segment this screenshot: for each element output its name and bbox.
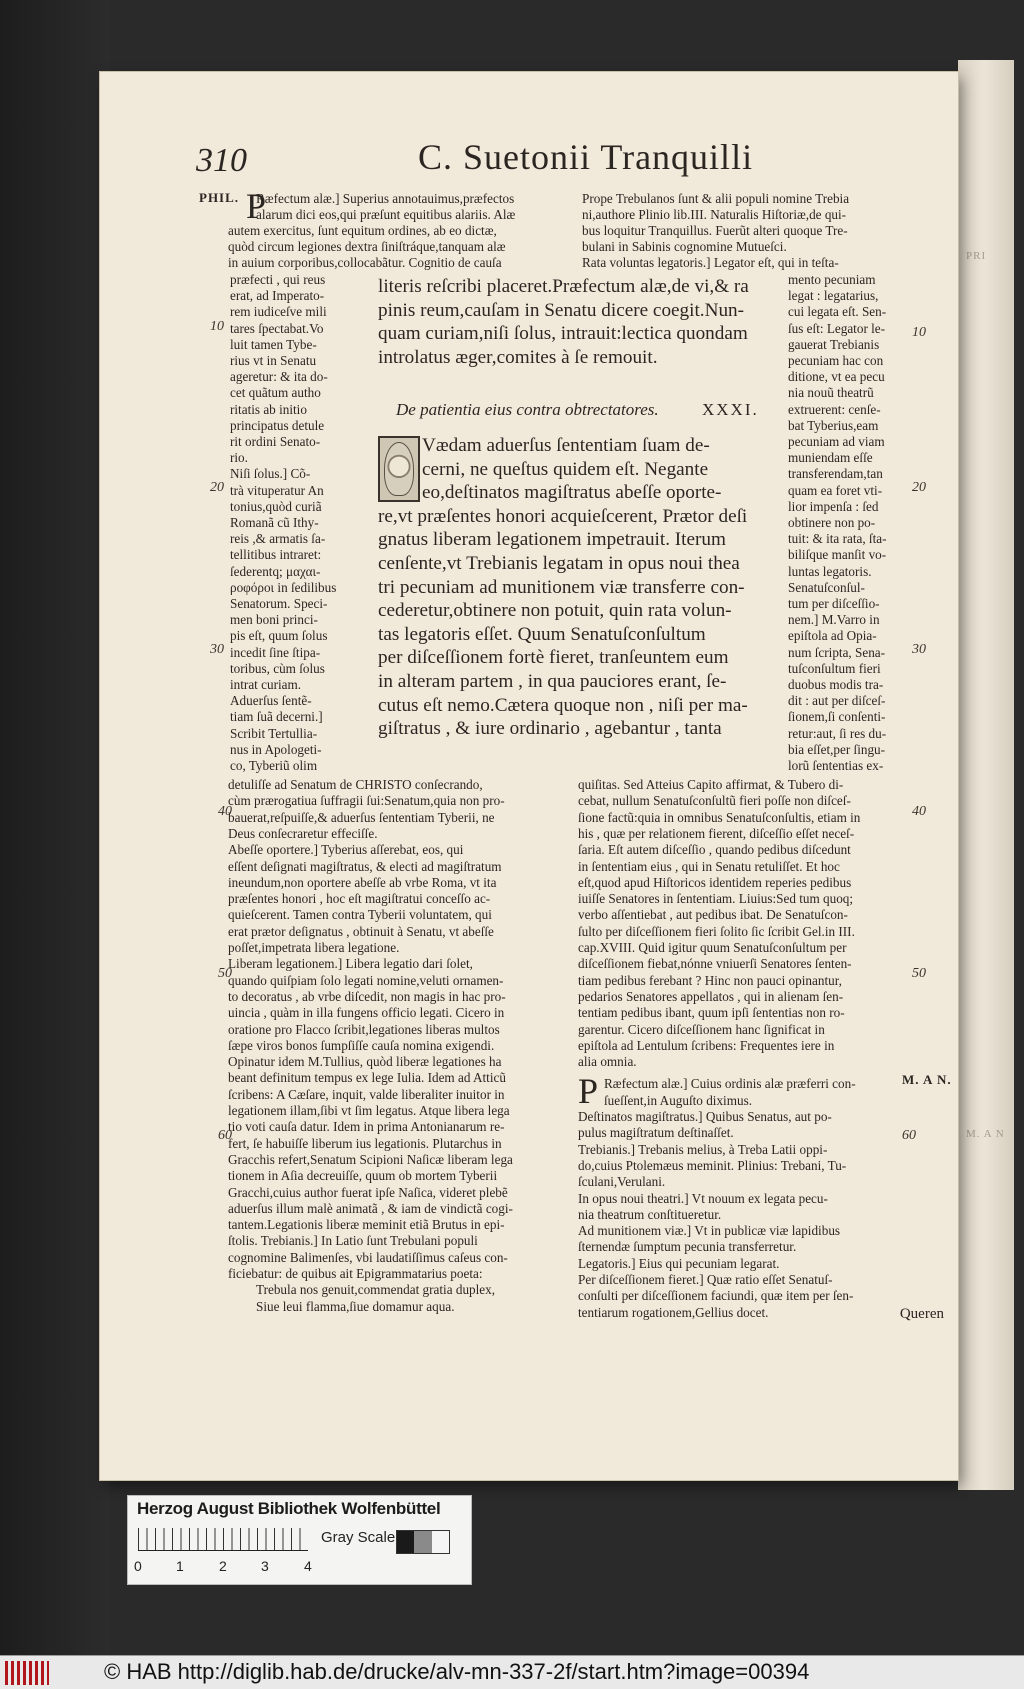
swatch-gray xyxy=(414,1531,431,1553)
text-line: Vædam aduerſus ſententiam ſuam de- xyxy=(422,435,710,456)
text-line: biliſque manſit vo- xyxy=(788,547,887,563)
text-line: cerni, ne queſtus quidem eſt. Negante xyxy=(422,458,709,480)
text-line: præſentes honori , hoc eſt magiſtratui conceſſo ac- xyxy=(228,891,491,907)
text-line: conſulti per diſceſſionem faciundi, quæ item per ſen- xyxy=(578,1288,854,1304)
text-line: Trebianis.] Trebanis melius, à Treba Latii oppi- xyxy=(578,1141,828,1157)
text-line: cederetur,obtinere non potuit, quin rata volun- xyxy=(378,600,732,622)
text-line: eſſent deſignati magiſtratus, & electi ad magiſtratum xyxy=(228,858,502,874)
line-number: 20 xyxy=(210,480,224,495)
line-number: 30 xyxy=(912,642,926,657)
scale-label: 0 xyxy=(134,1558,142,1574)
text-line: rio. xyxy=(230,450,248,466)
text-line: iuiſſe Senatores in ſententiam. Liuius:Sed tum quoq; xyxy=(578,891,854,907)
text-line: incedit ſine ſtipa- xyxy=(230,644,321,660)
text-line: epiſtola ad Opia- xyxy=(788,628,877,644)
swatch-white xyxy=(432,1531,449,1553)
text-line: in ſententiam eius , qui in Senatu retuliſſet. Et hoc xyxy=(578,858,840,874)
text-line: Gracchi,cuius author fuerat ipſe Naſica, videret plebẽ xyxy=(228,1184,508,1200)
hab-logo-icon xyxy=(5,1661,49,1685)
text-line: eſt,quod apud Hiſtoricos identidem reperies pedibus xyxy=(578,874,852,890)
text-line: cet quãtum autho xyxy=(230,385,321,401)
text-line: nem.] M.Varro in xyxy=(788,612,880,628)
text-line: luntas legatoris. xyxy=(788,563,872,579)
text-line: Senatuſconſul- xyxy=(788,579,865,595)
text-line: muniendam eſſe xyxy=(788,450,873,466)
text-line: ſæpe viros bonos ſumpſiſſe cauſa nomina exigendi. xyxy=(228,1037,495,1053)
text-line: fert, ſe habuiſſe liberum ius legationis. Plutarchus in xyxy=(228,1135,502,1151)
text-line: bat Tyberius,eam xyxy=(788,417,879,433)
text-line: legationem illam,ſibi vt ſim legatus. Atque libera lega xyxy=(228,1103,510,1118)
text-line: Legatoris.] Eius qui pecuniam legarat. xyxy=(578,1255,780,1271)
text-line: quando quiſpiam ſolo legati nomine,veluti ornamen- xyxy=(228,972,504,988)
text-line: pulus magiſtratum deſtinaſſet. xyxy=(578,1125,734,1141)
text-line: Rata voluntas legatoris.] Legator eſt, qui in teſta- xyxy=(582,255,839,270)
text-line: quieſcerent. Tamen contra Tyberii voluntatem, qui xyxy=(228,907,492,923)
gray-scale-label: Gray Scale xyxy=(321,1529,396,1546)
line-number: 30 xyxy=(210,642,224,657)
text-line: to decoratus , ab vrbe diſcedit, non magis in hac pro- xyxy=(228,988,506,1004)
text-line: præfecti , qui reus xyxy=(230,272,326,287)
drop-letter-p: P xyxy=(578,1071,599,1111)
text-line: toribus, cùm ſolus xyxy=(230,660,325,676)
text-line: ſculani,Verulani. xyxy=(578,1174,666,1190)
text-line: Scribit Tertullia- xyxy=(230,725,318,741)
text-line: quiſitas. Sed Atteius Capito affirmat, & Tubero di- xyxy=(578,777,844,792)
text-line: cui legata eſt. Sen- xyxy=(788,304,887,320)
text-line: his , quæ per relationem fierent, diſceſſio eſſet neceſ- xyxy=(578,825,855,841)
text-line: mento pecuniam xyxy=(788,272,876,287)
text-line: Romanã cũ Ithy- xyxy=(230,515,319,530)
text-line: ſternendæ ſumptum pecunia transferretur. xyxy=(578,1239,797,1255)
text-line: Gracchis refert,Senatum Scipioni Naſicæ liberam lega xyxy=(228,1151,513,1167)
text-line: rius vt in Senatu xyxy=(230,353,317,368)
text-line: quòd circum legiones dextra ſiniſtráque,tanquam alæ xyxy=(228,239,506,254)
line-number: 20 xyxy=(912,480,926,495)
text-line: num ſcripta, Sena- xyxy=(788,644,886,660)
scanner-background-right xyxy=(1014,0,1024,1655)
text-line: erat, ad Imperato- xyxy=(230,288,325,304)
text-line: Ræfectum alæ.] Cuius ordinis alæ præferri con- xyxy=(604,1076,856,1092)
text-line: gnatus liberam legationem impetrauit. Iterum xyxy=(378,529,726,551)
text-line: aduerſus illum malè animatã , & iam de vindictã cogi- xyxy=(228,1200,513,1216)
text-line: tentiam pedibus ibant, quum ipſi ſententias non ro- xyxy=(578,1005,845,1021)
margin-tag-man: M. A N. xyxy=(902,1072,952,1087)
text-line: do,cuius Ptolemæus meminit. Plinius: Trebani, Tu- xyxy=(578,1157,847,1173)
margin-tag-phil: PHIL. xyxy=(199,190,240,205)
text-line: ſueſſent,in Auguſto diximus. xyxy=(604,1092,752,1108)
text-line: ſtolis. Trebianis.] In Latio ſunt Trebulani populi xyxy=(228,1233,478,1249)
text-line: pis eſt, quum ſolus xyxy=(230,628,328,644)
scanner-background xyxy=(0,0,110,1655)
text-line: tuſconſultum fieri xyxy=(788,660,881,676)
catchword: Queren xyxy=(899,1305,944,1322)
text-line: quam ea foret vti- xyxy=(788,482,883,498)
text-line: intrat curiam. xyxy=(230,677,302,692)
text-line: introlatus æger,comites à ſe remouit. xyxy=(378,346,658,368)
text-line: gauerat Trebianis xyxy=(788,336,880,352)
text-line: retur:aut, ſi res du- xyxy=(788,725,887,741)
text-line: dit : aut per diſceſ- xyxy=(788,693,886,709)
line-number: 60 xyxy=(218,1128,232,1143)
text-line: tonius,quòd curiã xyxy=(230,498,322,514)
text-line: Ræfectum alæ.] Superius annotauimus,præfectos xyxy=(256,191,515,206)
text-line: tum per diſceſſio- xyxy=(788,596,880,611)
text-line: bus loquitur Tranquillus. Fuerũt alteri quoque Tre- xyxy=(582,223,848,238)
text-line: tio voti cauſa datur. Idem in prima Antonianarum re- xyxy=(228,1119,505,1135)
text-line: pecuniam hac con xyxy=(788,353,884,368)
text-line: garentur. Cicero diſceſſionem hanc ſignificat in xyxy=(578,1021,825,1037)
text-line: lior impenſa : ſed xyxy=(788,498,879,514)
text-line: ροφόροι in ſedilibus xyxy=(230,579,337,595)
text-line: ni,authore Plinio lib.III. Naturalis Hiſtoriæ,de qui- xyxy=(582,207,847,222)
text-line: ſaria. Eſt autem diſceſſio , quando pedibus diſcedunt xyxy=(578,842,851,858)
text-line: bauerat,reſpuiſſe,& aduerſus ſententiam Tyberii, ne xyxy=(228,809,495,825)
text-line: giſtratus , & iure ordinario , agebantur , tanta xyxy=(378,718,722,740)
text-line: ficiebatur: de quibus ait Epigrammatarius poeta: xyxy=(228,1266,483,1281)
text-line: duobus modis tra- xyxy=(788,677,884,692)
text-line: eo,deſtinatos magiſtratus abeſſe oporte- xyxy=(422,482,722,504)
text-line: oratione pro Flacco ſcribit,legationes liberas multos xyxy=(228,1021,500,1037)
text-line: diſceſſionem fiebat,nónne vniuerſi Senatores ſenten- xyxy=(578,956,852,972)
text-line: re,vt præſentes honori acquieſcerent, Prætor deſi xyxy=(378,505,748,527)
text-line: tiam ſuã decerni.] xyxy=(230,709,323,725)
text-line: Abeſſe oportere.] Tyberius aſſerebat, eos, qui xyxy=(228,842,464,858)
text-line: rem iudiceſve mili xyxy=(230,304,327,320)
ghost-text: PRI xyxy=(966,250,987,262)
text-line: detuliſſe ad Senatum de CHRISTO conſecrando, xyxy=(228,777,483,792)
text-line: nus in Apologeti- xyxy=(230,741,322,757)
text-line: uincia , quàm in illa fungens officio legati. Cicero in xyxy=(228,1005,505,1021)
text-line: verbo aſſentiebat , aut pedibus ibat. De Senatuſcon- xyxy=(578,907,848,923)
line-number: 60 xyxy=(902,1128,916,1143)
book-page xyxy=(100,72,958,1480)
text-line: ageretur: & ita do- xyxy=(230,369,328,385)
chapter-heading: De patientia eius contra obtrectatores. xyxy=(396,400,659,419)
text-line: Liberam legationem.] Libera legatio dari ſolet, xyxy=(228,956,473,972)
scale-label: 3 xyxy=(261,1558,269,1574)
text-line: cognomine Balimenſes, vbi laudatiſſimus caſeus con- xyxy=(228,1249,508,1265)
text-line: tiam pedibus ferebant ? Hinc non pauci opinantur, xyxy=(578,972,842,988)
text-line: bulani in Sabinis cognomine Mutueſci. xyxy=(582,239,787,254)
text-line: extruerent: cenſe- xyxy=(788,401,881,417)
text-line: cap.XVIII. Quid igitur quum Senatuſconſultum per xyxy=(578,940,847,955)
text-line: Senatorum. Speci- xyxy=(230,596,328,611)
line-number: 40 xyxy=(218,804,232,819)
text-line: ſcribens: A Cæſare, inquit, valde liberaliter inuitor in xyxy=(228,1086,505,1102)
text-line: legat : legatarius, xyxy=(788,288,879,304)
scale-label: 1 xyxy=(176,1558,184,1574)
text-line: Per diſceſſionem fieret.] Quæ ratio eſſet Senatuſ- xyxy=(578,1272,833,1287)
text-line: autem exercitus, ſunt equitum ordines, ab eo dictæ, xyxy=(228,223,497,238)
running-head: C. Suetonii Tranquilli xyxy=(418,137,754,177)
line-number: 50 xyxy=(912,966,926,981)
text-line: ſus eſt: Legator le- xyxy=(788,320,886,336)
text-line: in alteram partem , in qua pauciores erant, ſe- xyxy=(378,671,727,692)
text-line: tionem in Aſia decreuiſſe, quum ob mortem Tyberii xyxy=(228,1168,498,1184)
text-line: beant definitum tempus ex lege Iulia. Idem ad Atticũ xyxy=(228,1070,506,1086)
text-line: trà vituperatur An xyxy=(230,482,324,498)
text-line: tentiarum rogationem,Gellius docet. xyxy=(578,1304,769,1320)
line-number: 10 xyxy=(912,325,926,340)
text-line: Prope Trebulanos ſunt & alii populi nomine Trebia xyxy=(582,191,850,206)
text-line: cutus eſt nemo.Cætera quoque non , niſi per ma- xyxy=(378,694,748,716)
text-line: ſione factũ:quia in omnibus Senatuſconſultis, etiam in xyxy=(578,809,861,825)
text-line: nia nouũ theatrũ xyxy=(788,385,874,401)
gray-scale-swatch xyxy=(396,1530,450,1554)
library-name: Herzog August Bibliothek Wolfenbüttel xyxy=(137,1499,441,1518)
text-line: tellitibus intraret: xyxy=(230,547,322,563)
text-line: In opus noui theatri.] Vt nouum ex legata pecu- xyxy=(578,1190,828,1206)
text-line: reis ,& armatis ſa- xyxy=(230,531,326,547)
text-line: Niſi ſolus.] Cõ- xyxy=(230,466,311,482)
text-line: alia omnia. xyxy=(578,1054,637,1070)
page-number: 310 xyxy=(196,142,247,179)
text-line: literis reſcribi placeret.Præfectum alæ,de vi,& ra xyxy=(378,276,749,297)
text-line: transferendam,tan xyxy=(788,466,883,482)
text-line: ditione, vt ea pecu xyxy=(788,369,885,385)
decorated-initial xyxy=(378,436,420,502)
text-line: Opinatur idem M.Tullius, quòd liberæ legationes ha xyxy=(228,1054,502,1070)
source-url-link[interactable]: © HAB http://diglib.hab.de/drucke/alv-mn-337-2f/start.htm?image=00394 xyxy=(104,1659,810,1684)
text-line: erat prætor deſignatus , obtinuit à Senatu, vt abeſſe xyxy=(228,923,494,939)
text-line: rit ordini Senato- xyxy=(230,434,321,449)
text-line: ſulto per diſceſſionem fieri ſolito ſic ſcribit Gel.in III. xyxy=(578,923,855,939)
line-number: 40 xyxy=(912,804,926,819)
text-line: co, Tyberiũ olim xyxy=(230,758,318,773)
swatch-black xyxy=(397,1531,414,1553)
text-line: nia theatrum conſtitueretur. xyxy=(578,1206,722,1222)
text-line: Deus conſecraretur effeciſſe. xyxy=(228,825,378,841)
scale-label: 4 xyxy=(304,1558,312,1574)
text-line: cebat, nullum Senatuſconſultũ fieri poſſe non diſceſ- xyxy=(578,793,851,809)
scale-ruler xyxy=(138,1528,308,1551)
text-line: quam curiam,niſi ſolus, intrauit:lectica quondam xyxy=(378,323,748,345)
text-line: bia eſſet,per ſingu- xyxy=(788,741,886,757)
text-line: Siue leui flamma,ſiue domamur aqua. xyxy=(256,1298,455,1314)
text-line: lorũ ſententias ex- xyxy=(788,758,884,773)
text-line: tares ſpectabat.Vo xyxy=(230,320,324,336)
text-line: obtinere non po- xyxy=(788,515,876,530)
scale-label: 2 xyxy=(219,1558,227,1574)
drop-letter-p: P xyxy=(246,186,267,226)
text-line: in auium corporibus,collocabãtur. Cognitio de cauſa xyxy=(228,255,502,270)
text-line: ineundum,non oportere abeſſe ab vrbe Roma, vt ita xyxy=(228,874,497,890)
text-line: Ad munitionem viæ.] Vt in publicæ viæ lapidibus xyxy=(578,1223,841,1239)
text-line: alarum dici eos,qui præſunt equitibus alariis. Alæ xyxy=(256,207,516,222)
viewer-footer xyxy=(0,1655,1024,1689)
line-number: 10 xyxy=(210,319,224,334)
text-line: cenſente,vt Trebianis legatam in opus noui thea xyxy=(378,553,740,574)
line-number: 50 xyxy=(218,966,232,981)
ghost-text: M. A N xyxy=(966,1128,1005,1140)
text-line: ſionem,ſi conſenti- xyxy=(788,709,886,725)
text-line: principatus detule xyxy=(230,417,325,433)
text-line: pedarios Senatores appellatos , qui in alienam ſen- xyxy=(578,988,844,1004)
text-line: epiſtola ad Lentulum ſcribens: Frequentes iere in xyxy=(578,1037,835,1053)
text-line: per diſceſſionem fortè fieret, tranſeuntem eum xyxy=(378,647,729,669)
text-line: tri pecuniam ad munitionem viæ transferre con- xyxy=(378,576,745,598)
calibration-target xyxy=(127,1495,472,1585)
text-line: Deſtinatos magiſtratus.] Quibus Senatus, aut po- xyxy=(578,1109,832,1124)
text-line: tuit: & ita rata, ſta- xyxy=(788,531,887,547)
chapter-number: XXXI. xyxy=(702,400,759,419)
text-line: ritatis ab initio xyxy=(230,401,307,417)
text-line: tantem.Legationis liberæ meminit etiã Brutus in epi- xyxy=(228,1217,505,1233)
text-line: ſederentq; μαχαι- xyxy=(230,563,321,579)
text-line: luit tamen Tybe- xyxy=(230,336,317,352)
text-line: poſſet,impetrata libera legatione. xyxy=(228,940,400,955)
text-line: tas legatoris eſſet. Quum Senatuſconſultum xyxy=(378,623,706,645)
text-line: cùm prærogatiua ſuffragii ſui:Senatum,quia non pro- xyxy=(228,793,505,809)
text-line: Aduerſus ſentẽ- xyxy=(230,693,312,709)
text-line: pinis reum,cauſam in Senatu dicere coegit.Nun- xyxy=(378,299,745,321)
text-line: pecuniam ad viam xyxy=(788,434,885,449)
text-line: Trebula nos genuit,commendat gratia duplex, xyxy=(256,1282,496,1298)
text-line: men boni princi- xyxy=(230,612,318,628)
